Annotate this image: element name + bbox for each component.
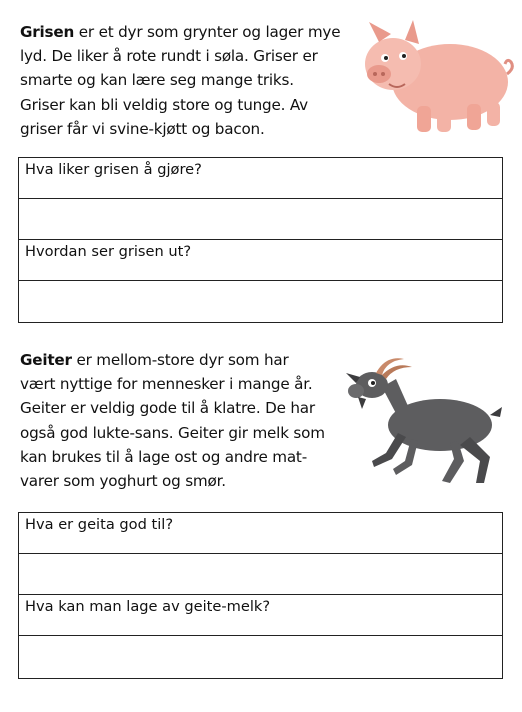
goat-questions-table	[18, 512, 503, 679]
goat-line-5: kan brukes til å lage ost og andre mat-	[20, 447, 307, 466]
goat-question-1: Hva er geita god til?	[19, 513, 502, 554]
goat-line-2: vært nyttige for mennesker i mange år.	[20, 375, 313, 394]
pig-answer-2[interactable]	[19, 281, 502, 322]
pig-question-1: Hva liker grisen å gjøre?	[19, 158, 502, 199]
pig-line-2: lyd. De liker å rote rundt i søla. Griser er	[20, 47, 318, 66]
pig-line-1: er et dyr som grynter og lager mye	[74, 23, 341, 41]
pig-line-4: Griser kan bli veldig store og tunge. Av	[20, 95, 308, 114]
goat-animal-name: Geiter	[20, 351, 72, 369]
goat-answer-2[interactable]	[19, 636, 502, 677]
pig-paragraph	[20, 20, 340, 141]
pig-questions-table	[18, 157, 503, 323]
goat-line-4: også god lukte-sans. Geiter gir melk som	[20, 423, 325, 442]
pig-illustration	[355, 18, 515, 136]
goat-paragraph	[20, 348, 325, 493]
pig-line-5: griser får vi svine-kjøtt og bacon.	[20, 119, 265, 138]
pig-answer-1[interactable]	[19, 199, 502, 240]
pig-question-2: Hvordan ser grisen ut?	[19, 240, 502, 281]
goat-line-6: varer som yoghurt og smør.	[20, 472, 226, 491]
goat-line-3: Geiter er veldig gode til å klatre. De har	[20, 399, 315, 418]
goat-line-1: er mellom-store dyr som har	[71, 351, 289, 369]
goat-answer-1[interactable]	[19, 554, 502, 595]
pig-animal-name: Grisen	[20, 23, 75, 41]
goat-question-2: Hva kan man lage av geite-melk?	[19, 595, 502, 636]
goat-illustration	[340, 355, 508, 487]
pig-line-3: smarte og kan lære seg mange triks.	[20, 71, 294, 90]
